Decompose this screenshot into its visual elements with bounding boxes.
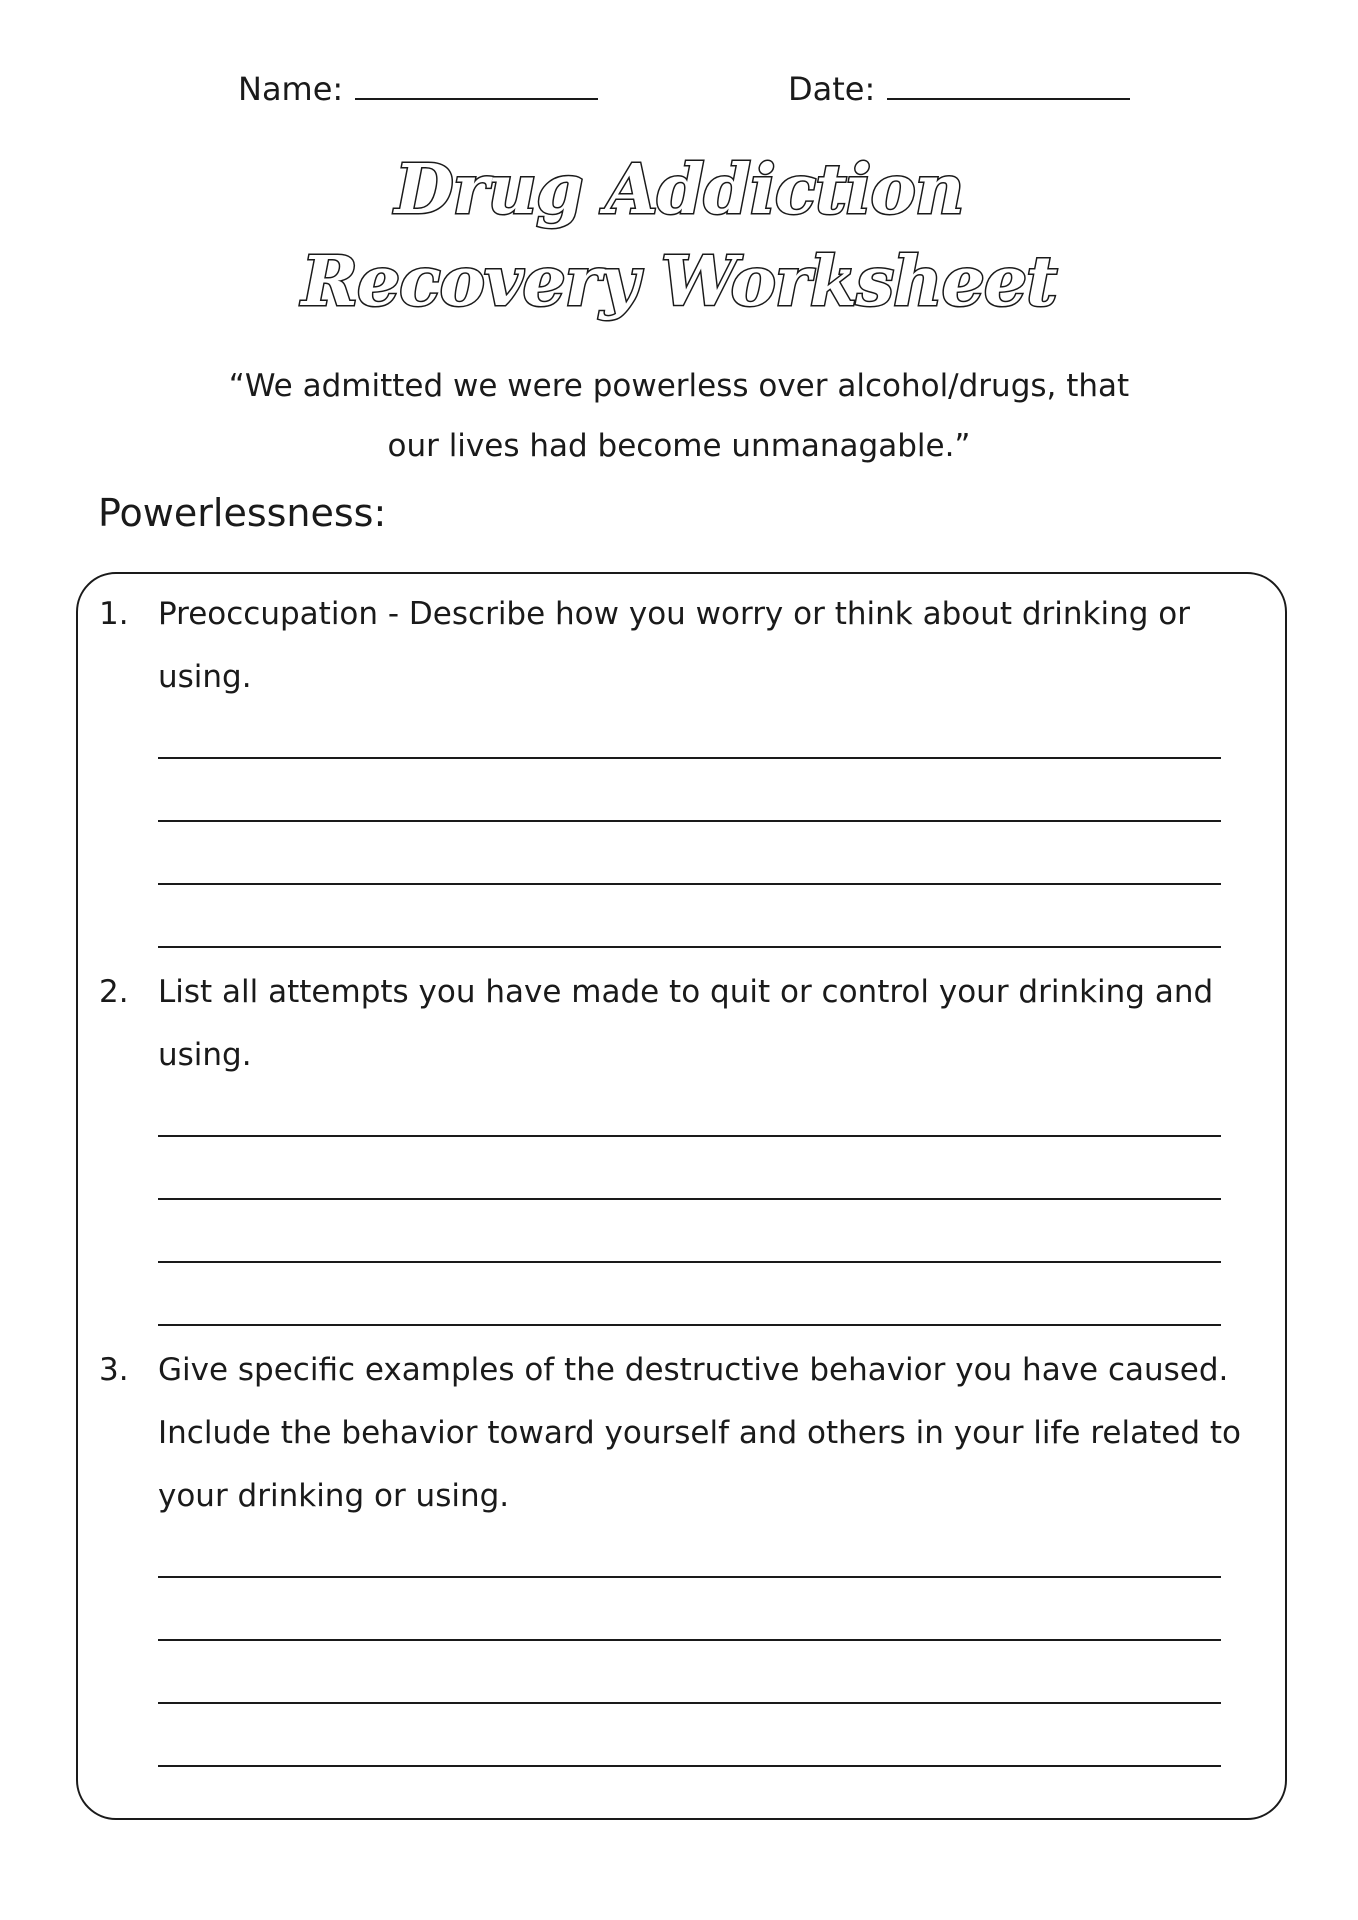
question-2-answer-line-1[interactable] [158, 1135, 1221, 1137]
section-heading: Powerlessness: [98, 491, 387, 535]
quote-line-1: “We admitted we were powerless over alcohol/drugs, that [228, 368, 1130, 404]
question-3-text-line-3: your drinking or using. [158, 1478, 510, 1514]
question-2-number: 2. [99, 974, 129, 1010]
worksheet-title-line-2: Recovery Worksheet [301, 242, 1057, 322]
question-1-text-line-1: Preoccupation - Describe how you worry or think about drinking or [158, 596, 1191, 632]
question-3-answer-line-2[interactable] [158, 1639, 1221, 1641]
name-field[interactable] [238, 68, 598, 109]
question-3-answer-line-1[interactable] [158, 1576, 1221, 1578]
question-3-text-line-2: Include the behavior toward yourself and others in your life related to [158, 1415, 1241, 1451]
question-1-answer-line-1[interactable] [158, 757, 1221, 759]
question-2-text-line-1: List all attempts you have made to quit or control your drinking and [158, 974, 1214, 1010]
question-1-text-line-2: using. [158, 659, 252, 695]
name-label: Name: [238, 70, 344, 108]
date-field[interactable] [788, 68, 1130, 109]
quote-line-2: our lives had become unmanagable.” [387, 428, 971, 464]
question-1-answer-line-3[interactable] [158, 883, 1221, 885]
question-3-answer-line-3[interactable] [158, 1702, 1221, 1704]
worksheet-title-line-1: Drug Addiction [394, 150, 964, 230]
question-2-text-line-2: using. [158, 1037, 252, 1073]
question-box [76, 572, 1287, 1820]
question-3-number: 3. [99, 1352, 129, 1388]
question-1-answer-line-4[interactable] [158, 946, 1221, 948]
date-input-line[interactable] [887, 68, 1130, 100]
name-input-line[interactable] [355, 68, 598, 100]
date-label: Date: [788, 70, 876, 108]
question-1-answer-line-2[interactable] [158, 820, 1221, 822]
question-2-answer-line-3[interactable] [158, 1261, 1221, 1263]
question-2-answer-line-4[interactable] [158, 1324, 1221, 1326]
question-3-answer-line-4[interactable] [158, 1765, 1221, 1767]
question-1-number: 1. [99, 596, 129, 632]
question-2-answer-line-2[interactable] [158, 1198, 1221, 1200]
question-3-text-line-1: Give specific examples of the destructive behavior you have caused. [158, 1352, 1229, 1388]
